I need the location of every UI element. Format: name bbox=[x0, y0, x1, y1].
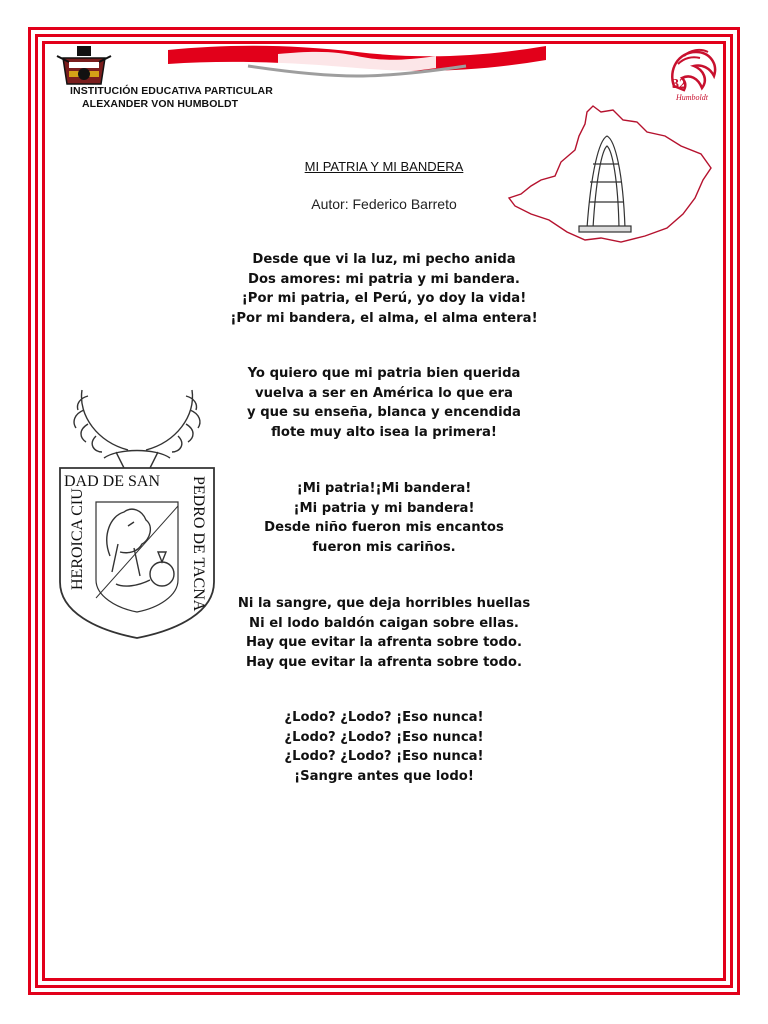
verse-line: ¡Mi patria y mi bandera! bbox=[293, 500, 475, 516]
verse-line: ¡Por mi bandera, el alma, el alma entera! bbox=[230, 310, 538, 326]
flag-ribbon-banner bbox=[168, 42, 546, 82]
verse-line: Yo quiero que mi patria bien querida bbox=[247, 366, 521, 381]
verse-line: Ni el lodo baldón caigan sobre ellas. bbox=[249, 615, 519, 631]
verse-line: Desde niño fueron mis encantos bbox=[264, 520, 504, 536]
poem-title: MI PATRIA Y MI BANDERA bbox=[304, 159, 464, 174]
tacna-map-illustration bbox=[505, 102, 715, 252]
verse-line: Hay que evitar la afrenta sobre todo. bbox=[246, 654, 522, 670]
verse-line: ¿Lodo? ¿Lodo? ¡Eso nunca! bbox=[284, 710, 484, 725]
shield-left-text: HEROICA CIU bbox=[69, 488, 86, 590]
verse-line: vuelva a ser en América lo que era bbox=[255, 385, 513, 401]
anniversary-emblem bbox=[664, 46, 720, 104]
verse-line: ¡Sangre antes que lodo! bbox=[294, 768, 474, 784]
stanza-4 bbox=[0, 594, 768, 672]
verse-line: ¡Mi patria!¡Mi bandera! bbox=[296, 481, 472, 496]
shield-right-text: PEDRO DE TACNA bbox=[190, 476, 207, 612]
stanza-1 bbox=[0, 250, 768, 328]
verse-line: ¡Por mi patria, el Perú, yo doy la vida! bbox=[241, 291, 527, 307]
verse-line: Hay que evitar la afrenta sobre todo. bbox=[246, 635, 522, 651]
verse-line: ¿Lodo? ¿Lodo? ¡Eso nunca! bbox=[284, 729, 484, 745]
verse-line: Dos amores: mi patria y mi bandera. bbox=[248, 271, 520, 287]
school-name-line2: ALEXANDER VON HUMBOLDT bbox=[82, 98, 239, 110]
verse-line: Ni la sangre, que deja horribles huellas bbox=[237, 596, 531, 611]
verse-line: flote muy alto isea la primera! bbox=[271, 424, 497, 440]
stanza-2 bbox=[0, 364, 768, 442]
stanza-5 bbox=[0, 708, 768, 786]
verse-line: ¿Lodo? ¿Lodo? ¡Eso nunca! bbox=[284, 749, 484, 765]
shield-top-text: DAD DE SAN bbox=[64, 473, 160, 490]
verse-line: Desde que vi la luz, mi pecho anida bbox=[252, 252, 516, 267]
stanza-3 bbox=[0, 479, 768, 557]
school-name bbox=[70, 85, 273, 111]
emblem-label: Humboldt bbox=[676, 93, 708, 102]
verse-line: fueron mis cariños. bbox=[312, 539, 456, 555]
verse-line: y que su enseña, blanca y encendida bbox=[247, 405, 521, 421]
poem-author: Autor: Federico Barreto bbox=[311, 196, 457, 212]
emblem-number: 32 bbox=[672, 77, 686, 92]
school-name-line1: INSTITUCIÓN EDUCATIVA PARTICULAR bbox=[70, 85, 273, 97]
school-logo bbox=[55, 44, 113, 86]
